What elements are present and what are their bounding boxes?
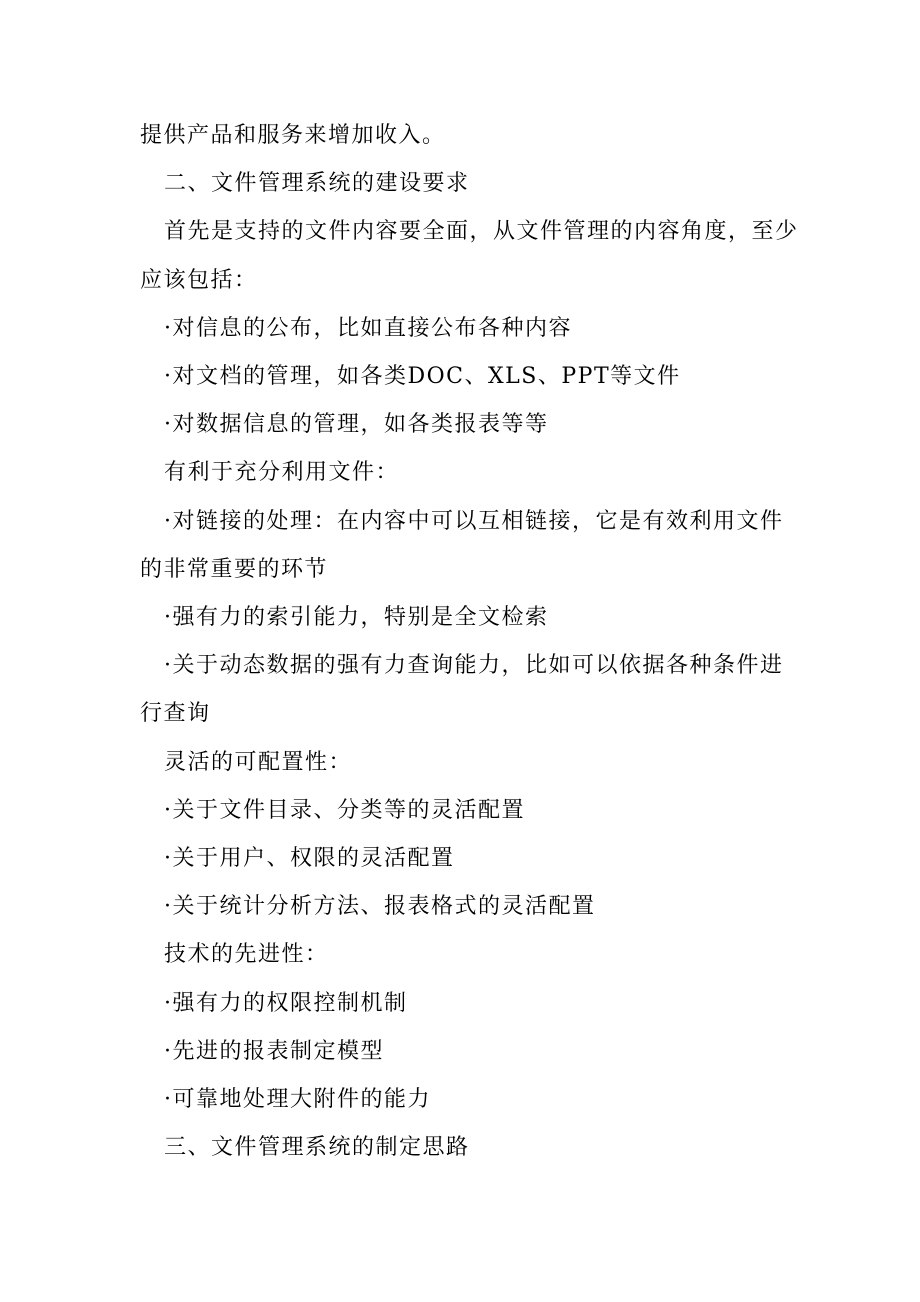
text-line: 应该包括：	[140, 267, 258, 293]
text-line: 首先是支持的文件内容要全面，从文件管理的内容角度，至少	[164, 219, 799, 245]
section-heading: 三、文件管理系统的制定思路	[164, 1135, 470, 1161]
bullet-item: ·先进的报表制定模型	[164, 1038, 384, 1064]
section-heading: 二、文件管理系统的建设要求	[164, 171, 470, 197]
bullet-item: ·关于统计分析方法、报表格式的灵活配置	[164, 894, 596, 920]
bullet-item: ·对信息的公布，比如直接公布各种内容	[164, 315, 572, 341]
text-line: 的非常重要的环节	[140, 556, 329, 582]
bullet-item: ·关于用户、权限的灵活配置	[164, 846, 455, 872]
bullet-item: ·对文档的管理，如各类DOC、XLS、PPT等文件	[164, 364, 681, 390]
subheading: 有利于充分利用文件：	[164, 460, 400, 486]
subheading: 技术的先进性：	[164, 942, 329, 968]
bullet-item: ·关于文件目录、分类等的灵活配置	[164, 797, 525, 823]
document-body	[140, 112, 799, 1172]
bullet-item: ·对数据信息的管理，如各类报表等等	[164, 412, 549, 438]
bullet-item: ·强有力的权限控制机制	[164, 990, 408, 1016]
bullet-item: ·可靠地处理大附件的能力	[164, 1087, 431, 1113]
text-line: 提供产品和服务来增加收入。	[140, 123, 446, 148]
subheading: 灵活的可配置性：	[164, 749, 353, 775]
text-line: 行查询	[140, 701, 211, 727]
bullet-item: ·关于动态数据的强有力查询能力，比如可以依据各种条件进	[164, 653, 784, 679]
bullet-item: ·强有力的索引能力，特别是全文检索	[164, 605, 549, 631]
bullet-item: ·对链接的处理：在内容中可以互相链接，它是有效利用文件	[164, 508, 784, 534]
